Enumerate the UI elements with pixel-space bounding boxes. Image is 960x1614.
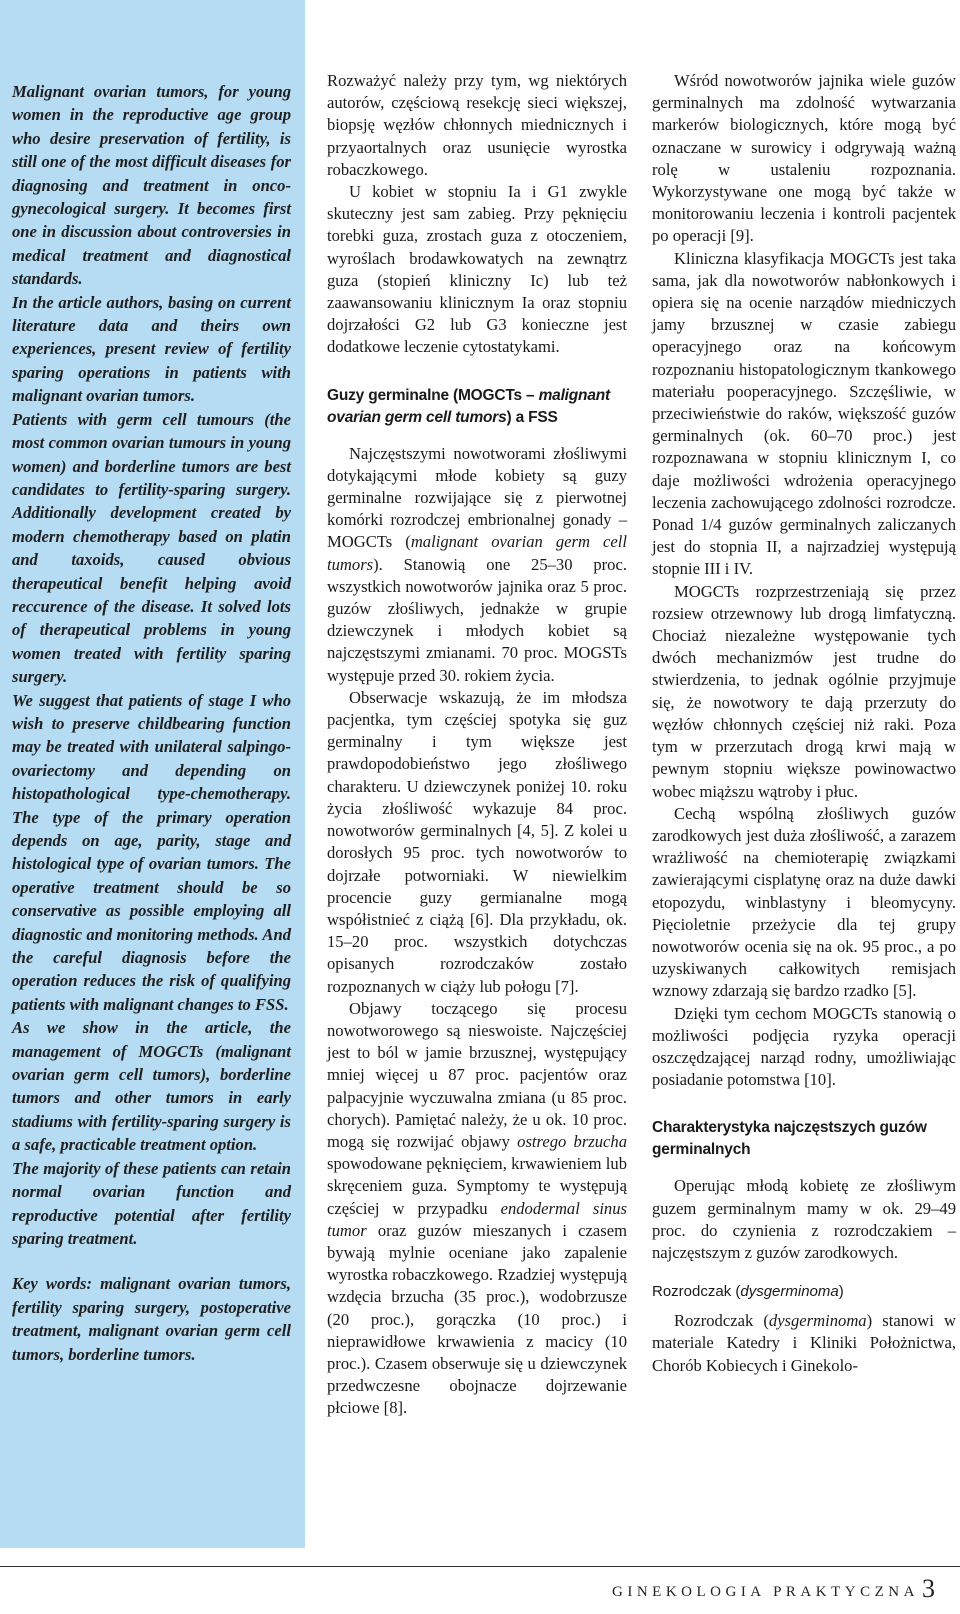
heading-italic-text: malignant ovarian germ cell tumors	[327, 386, 610, 426]
heading-text: Guzy germinalne (MOGCTs –	[327, 386, 539, 404]
abstract-paragraph: In the article authors, basing on current literature data and theirs own experiences, present review of fertility sparing operations in patients with malignant ovarian tumors.	[12, 292, 291, 406]
abstract-keywords: Key words: malignant ovarian tumors, fertility sparing surgery, postoperative treatment, malignant ovarian germ cell tumors, borderline tumors.	[12, 1274, 291, 1364]
text-run: Objawy toczącego się procesu nowotworowego są nieswoiste. Najczęściej jest to ból w jamie brzusznej, występujący mniej więcej u 87 proc. pacjentów oraz palpacyjnie wyczuwalna zmiana (u 85 proc. chorych). Pamiętać należy, że u ok. 10 proc. mogą się rozwijać objawy	[327, 998, 627, 1151]
abstract-paragraph: As we show in the article, the management of MOGCTs (malignant ovarian germ cell tumors), borderline tumors and other tumors in early stadiums with fertility-sparing surgery is a safe, practicable treatment option.	[12, 1018, 291, 1155]
heading-text: )	[838, 1283, 844, 1301]
text-run: ). Stanowią one 25–30 proc. wszystkich nowotworów jajnika oraz 5 proc. guzów złośliwych, jednakże w grupie dziewczynek i młodych kobiet są najczęstszymi zmianami. 70 proc. MOGSTs występuje przed 30. rokiem życia.	[327, 554, 627, 685]
heading-text: Rozrodczak (	[652, 1283, 741, 1301]
body-column-right	[652, 70, 956, 1377]
heading-italic-text: dysgerminoma	[740, 1283, 839, 1301]
body-paragraph: Kliniczna klasyfikacja MOGCTs jest taka sama, jak dla nowotworów nabłonkowych i opiera się na ocenie narządów miedniczych jamy brzusznej w czasie zabiegu operacyjnego oraz na końcowym rozpoznaniu histopatologicznym tkankowego materiału pooperacyjnego. Szczęśliwie, w przeciwieństwie do raków, większość guzów germinalnych (ok. 60–70 proc.) jest rozpoznawana w stopniu klinicznym I, co daje możliwości wdrożenia operacyjnego leczenia zachowującego zdolności rozrodcze. Ponad 1/4 guzów germinalnych zaliczanych jest do stopnia II, a najrzadziej występują stopnie III i IV.	[652, 248, 956, 579]
page-number: 3	[922, 1574, 935, 1603]
body-paragraph: Operując młodą kobietę ze złośliwym guzem germinalnym mamy w ok. 29–49 proc. do czynienia z rozrodczakiem – najczęstszym z guzów zarodkowych.	[652, 1176, 956, 1262]
text-run: spowodowane pęknięciem, krwawieniem lub skręceniem guza. Symptomy te występują częściej w przypadku	[327, 1154, 627, 1218]
subsection-heading-dysgerminoma	[652, 1282, 956, 1302]
heading-text: ) a FSS	[506, 408, 558, 426]
text-run: Najczęstszymi nowotworami złośliwymi dotykającymi młode kobiety są guzy germinalne rozwijające się z pierwotnej komórki rozrodczej embrionalnej gonady – MOGCTs (	[327, 443, 627, 552]
abstract-paragraph: Malignant ovarian tumors, for young women in the reproductive age group who desire preservation of fertility, is still one of the most difficult diseases for diagnosing and treatment in onco-gynecological surgery. It becomes first one in discussion about controversies in medical treatment and diagnostical standards.	[12, 82, 291, 289]
italic-text-run: endodermal sinus tumor	[327, 1198, 627, 1240]
body-column-middle	[327, 70, 627, 1420]
body-paragraph	[327, 998, 627, 1420]
text-run: ) stanowi w materiale Katedry i Kliniki Położnictwa, Chorób Kobiecych i Ginekolo-	[652, 1311, 956, 1375]
abstract-paragraph: The majority of these patients can retain normal ovarian function and reproductive potential after fertility sparing treatment.	[12, 1158, 291, 1248]
body-paragraph: U kobiet w stopniu Ia i G1 zwykle skuteczny jest sam zabieg. Przy pęknięciu torebki guza, zrostach guza z otoczeniem, wyroślach brodawkowatych na zewnątrz guza (stopień kliniczny Ic) lub też zaawansowaniu klinicznym Ia oraz stopniu dojrzałości G2 lub G3 konieczne jest dodatkowe leczenie cytostatykami.	[327, 182, 627, 357]
italic-text-run: malignant ovarian germ cell tumors	[327, 532, 628, 574]
body-paragraph: Cechą wspólną złośliwych guzów zarodkowych jest duża złośliwość, a zarazem wrażliwość na chemioterapię związkami zawierającymi cisplatynę oraz na duże dawki etopozydu, winblastyny i bleomycyny. Pięcioletnie przeżycie dla tej grupy nowotworów ocenia się na ok. 95 proc., a po uzyskiwanych całkowitych remisjach wznowy zdarzają się bardzo rzadko [5].	[652, 803, 956, 1001]
body-paragraph: MOGCTs rozprzestrzeniają się przez rozsiew otrzewnowy lub drogą limfatyczną. Chociaż niezależne występowanie tych dwóch mechanizmów jest trudne do stwierdzenia, to jednak ogólnie przyjmuje się, że nowotwory te dają przerzuty do węzłów chłonnych częściej niż raki. Poza tym w przerzutach drogą krwi mają w pewnym stopniu większe powinowactwo wobec miąższu wątroby i płuc.	[652, 581, 956, 801]
text-run: oraz guzów mieszanych i czasem bywają mylnie oceniane jako zapalenie wyrostka robaczkowego. Rzadziej występują wzdęcia brzucha (35 proc.), wodobrzusze (20 proc.), gorączka (10 proc.) i nieprawidłowe krwawienia z macicy (10 proc.). Czasem obserwuje się u dziewczynek przedwczesne obojnacze dojrzewanie płciowe [8].	[327, 1220, 627, 1418]
abstract-paragraph: We suggest that patients of stage I who wish to preserve childbearing function may be treated with unilateral salpingo-ovariectomy and depending on histopathological type-chemotherapy. The type of the primary operation depends on age, parity, stage and histological type of ovarian tumors. The operative treatment should be so conservative as possible employing all diagnostic and monitoring methods. And the careful diagnosis before the operation reduces the risk of qualifying patients with malignant changes to FSS.	[12, 690, 291, 1014]
journal-name: GINEKOLOGIA PRAKTYCZNA	[612, 1584, 919, 1600]
body-paragraph: Dzięki tym cechom MOGCTs stanowią o możliwości podjęcia ryzyka operacji oszczędzającej narząd rodny, umożliwiając posiadanie potomstwa [10].	[652, 1003, 956, 1090]
abstract-paragraph: Patients with germ cell tumours (the most common ovarian tumours in young women) and borderline tumors are best candidates to fertility-sparing surgery. Additionally development created by modern chemotherapy based on platin and taxoids, caused obvious therapeutical benefit helping avoid reccurence of the disease. It solved lots of therapeutical problems in young women treated with fertility sparing surgery.	[12, 409, 291, 687]
section-heading-characteristics: Charakterystyka najczęstszych guzów germinalnych	[652, 1119, 927, 1159]
italic-text-run: dysgerminoma	[768, 1311, 867, 1331]
body-paragraph	[652, 1310, 956, 1377]
body-paragraph: Rozważyć należy przy tym, wg niektórych autorów, częściową resekcję sieci większej, biopsję węzłów chłonnych miednicznych i przyaortalnych oraz usunięcie wyrostka robaczkowego.	[327, 71, 627, 179]
italic-text-run: ostrego brzucha	[517, 1131, 627, 1151]
english-abstract	[0, 0, 305, 1548]
section-heading-germ-cell-tumors	[327, 385, 627, 429]
body-paragraph: Obserwacje wskazują, że im młodsza pacjentka, tym częściej spotyka się guz germinalny i tym większe jest prawdopodobieństwo jego złośliwego charakteru. U dziewczynek poniżej 10. roku życia złośliwość wykazuje 84 proc. nowotworów germinalnych [4, 5]. Z kolei u dorosłych 95 proc. tych nowotworów to dojrzałe potworniaki. W niewielkim procencie guzy germianalne mogą współistnieć z ciążą [6]. Dla przykładu, ok. 15–20 proc. wszystkich dotychczas opisanych rozrodczaków zostało rozpoznanych w ciąży lub połogu [7].	[327, 687, 627, 996]
text-run: Rozrodczak (	[674, 1311, 769, 1331]
body-paragraph	[327, 443, 627, 687]
body-paragraph: Wśród nowotworów jajnika wiele guzów germinalnych ma zdolność wytwarzania markerów biologicznych, które mogą być oznaczane w surowicy i odgrywają ważną rolę w ustaleniu rozpoznania. Wykorzystywane one mogą być także w monitorowaniu leczenia i kontroli pacjentek po operacji [9].	[652, 71, 956, 246]
footer-divider	[0, 1566, 960, 1567]
